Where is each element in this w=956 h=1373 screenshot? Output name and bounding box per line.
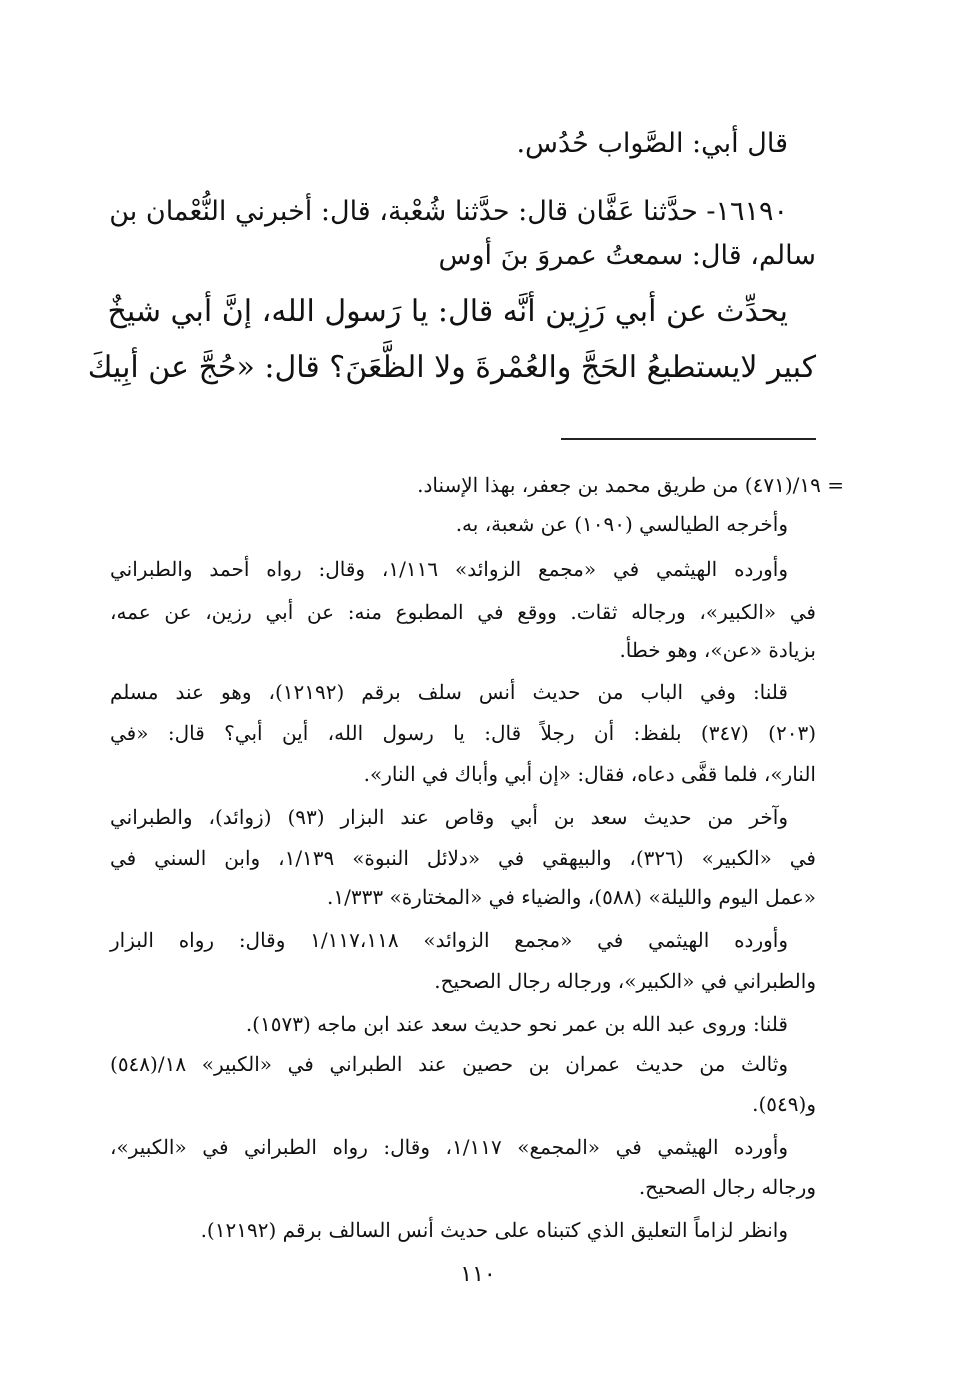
footnote-line-4: في «الكبير»، ورجاله ثقات. ووقع في المطبوع منه: عن أبي رزين، عن عمه، <box>110 600 816 624</box>
footnote-line-5: بزيادة «عن»، وهو خطأ. <box>619 638 816 662</box>
footnote-line-6: قلنا: وفي الباب من حديث أنس سلف برقم (١٢١٩٢)، وهو عند مسلم <box>110 680 788 704</box>
main-line-4: يحدِّث عن أبي رَزِين أنَّه قال: يا رَسول الله، إنَّ أبي شيخٌ <box>107 294 788 329</box>
footnote-line-15: وثالث من حديث عمران بن حصين عند الطبراني في «الكبير» ١٨/(٥٤٨) <box>110 1052 788 1076</box>
footnote-line-8: النار»، فلما قفَّى دعاه، فقال: «إن أبي وأباك في النار». <box>363 762 816 786</box>
footnote-line-9: وآخر من حديث سعد بن أبي وقاص عند البزار (٩٣) (زوائد)، والطبراني <box>110 805 788 829</box>
page <box>87 0 844 1373</box>
footnote-line-7: (٢٠٣) (٣٤٧) بلفظ: أن رجلاً قال: يا رسول الله، أين أبي؟ قال: «في <box>110 721 817 745</box>
footnote-line-17: وأورده الهيثمي في «المجمع» ١/١١٧، وقال: رواه الطبراني في «الكبير»، <box>110 1135 788 1159</box>
main-line-5: كبير لايستطيعُ الحَجَّ والعُمْرةَ ولا الظَّعَنَ؟ قال: «حُجَّ عن أبِيكَ <box>87 350 816 385</box>
footnote-line-10: في «الكبير» (٣٢٦)، والبيهقي في «دلائل النبوة» ١/١٣٩، وابن السني في <box>110 846 816 870</box>
footnote-line-2: وأخرجه الطيالسي (١٠٩٠) عن شعبة، به. <box>455 512 788 536</box>
footnote-line-13: والطبراني في «الكبير»، ورجاله رجال الصحيح. <box>434 969 816 993</box>
footnote-line-18: ورجاله رجال الصحيح. <box>638 1175 816 1199</box>
footnote-line-1: = ١٩/(٤٧١) من طريق محمد بن جعفر، بهذا الإسناد. <box>417 473 844 497</box>
main-line-2: ١٦١٩٠- حدَّثنا عَفَّان قال: حدَّثنا شُعْبة، قال: أخبرني النُّعْمان بن <box>109 196 788 227</box>
footnote-line-14: قلنا: وروى عبد الله بن عمر نحو حديث سعد عند ابن ماجه (١٥٧٣). <box>245 1012 788 1036</box>
page-number: ١١٠ <box>460 1262 496 1287</box>
footnote-line-3: وأورده الهيثمي في «مجمع الزوائد» ١/١١٦، وقال: رواه أحمد والطبراني <box>110 557 788 581</box>
main-line-3: سالم، قال: سمعتُ عمروَ بنَ أوس <box>438 240 816 271</box>
footnote-line-16: و(٥٤٩). <box>752 1092 816 1116</box>
footnote-line-12: وأورده الهيثمي في «مجمع الزوائد» ١/١١٧،١١٨ وقال: رواه البزار <box>110 928 788 952</box>
footnote-separator <box>561 438 816 440</box>
footnote-line-11: «عمل اليوم والليلة» (٥٨٨)، والضياء في «المختارة» ١/٣٣٣. <box>327 885 816 909</box>
main-line-1: قال أبي: الصَّواب حُدُس. <box>516 128 788 159</box>
footnote-line-19: وانظر لزاماً التعليق الذي كتبناه على حديث أنس السالف برقم (١٢١٩٢). <box>200 1218 788 1242</box>
